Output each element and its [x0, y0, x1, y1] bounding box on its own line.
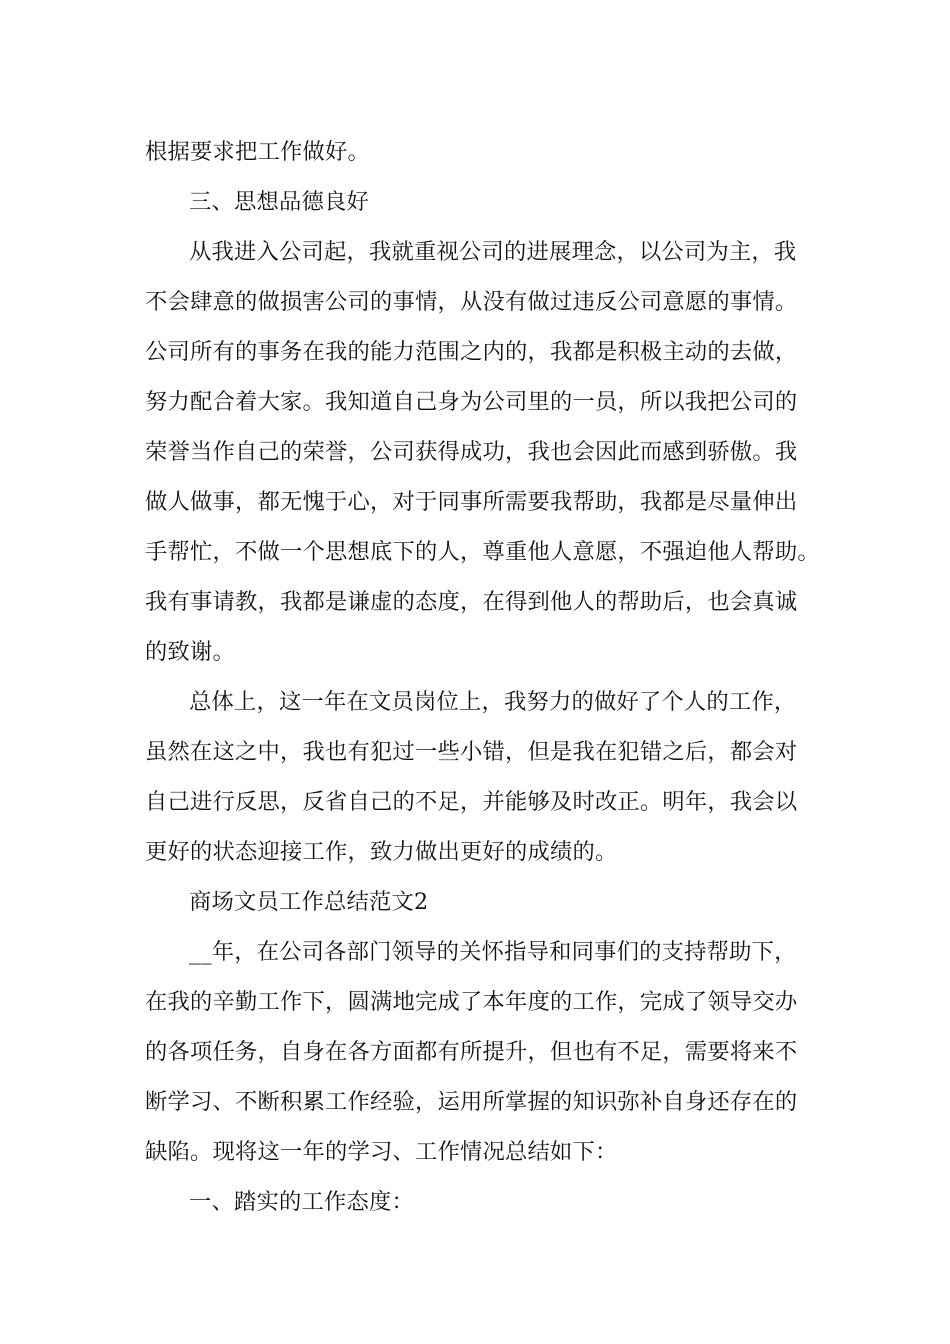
text-line: 手帮忙，不做一个思想底下的人，尊重他人意愿，不强迫他人帮助。 — [145, 539, 820, 565]
text-line: __年，在公司各部门领导的关怀指导和同事们的支持帮助下， — [189, 939, 797, 965]
text-line: 总体上，这一年在文员岗位上，我努力的做好了个人的工作， — [189, 689, 797, 715]
text-line: 做人做事，都无愧于心，对于同事所需要我帮助，我都是尽量伸出 — [145, 489, 798, 515]
text-line: 断学习、不断积累工作经验，运用所掌握的知识弥补自身还存在的 — [145, 1089, 798, 1115]
text-line: 我有事请教，我都是谦虚的态度，在得到他人的帮助后，也会真诚 — [145, 589, 798, 615]
text-line: 从我进入公司起，我就重视公司的进展理念，以公司为主，我 — [189, 239, 797, 265]
text-line: 虽然在这之中，我也有犯过一些小错，但是我在犯错之后，都会对 — [145, 739, 798, 765]
document-body — [145, 127, 820, 1227]
article-title: 商场文员工作总结范文2 — [189, 889, 429, 915]
text-line: 的各项任务，自身在各方面都有所提升，但也有不足，需要将来不 — [145, 1039, 798, 1065]
text-line: 在我的辛勤工作下，圆满地完成了本年度的工作，完成了领导交办 — [145, 989, 798, 1015]
section-heading: 三、思想品德良好 — [189, 189, 369, 215]
text-line: 自己进行反思，反省自己的不足，并能够及时改正。明年，我会以 — [145, 789, 798, 815]
text-line: 缺陷。现将这一年的学习、工作情况总结如下： — [145, 1139, 618, 1165]
text-line: 更好的状态迎接工作，致力做出更好的成绩的。 — [145, 839, 618, 865]
section-heading: 一、踏实的工作态度： — [189, 1189, 414, 1215]
text-line: 的致谢。 — [145, 639, 235, 665]
text-line: 努力配合着大家。我知道自己身为公司里的一员，所以我把公司的 — [145, 389, 798, 415]
text-line: 根据要求把工作做好。 — [145, 139, 370, 165]
text-line: 不会肆意的做损害公司的事情，从没有做过违反公司意愿的事情。 — [145, 289, 798, 315]
text-line: 荣誉当作自己的荣誉，公司获得成功，我也会因此而感到骄傲。我 — [145, 439, 798, 465]
text-line: 公司所有的事务在我的能力范围之内的，我都是积极主动的去做， — [145, 339, 798, 365]
